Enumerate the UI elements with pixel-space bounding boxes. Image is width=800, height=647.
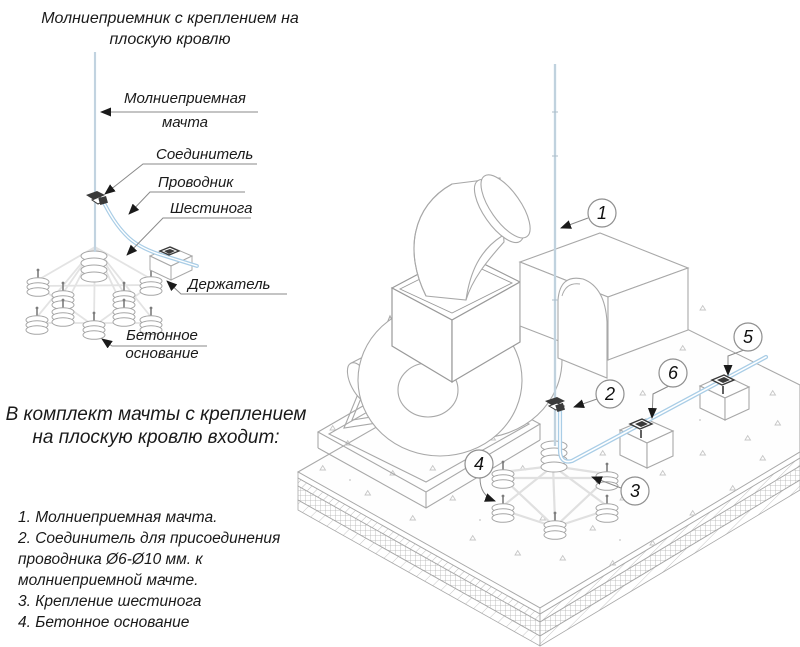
- drawing-title-line1: Молниеприемник с креплением на: [41, 10, 299, 27]
- label-mast: Молниеприемная: [124, 90, 246, 107]
- callout-6-number: 6: [667, 363, 679, 383]
- label-mast-line2: мачта: [161, 114, 209, 131]
- drawing-title: [30, 8, 310, 50]
- callout-3: [621, 477, 649, 505]
- callout-1: [588, 199, 616, 227]
- callout-6: [659, 359, 687, 387]
- kit-heading-line1: В комплект мачты с креплением: [5, 404, 307, 425]
- label-concrete-base: [112, 327, 212, 363]
- mast-connector-left: [86, 191, 108, 205]
- hexapod-support-left: [26, 247, 162, 339]
- label-hexapod: Шестинога: [170, 200, 253, 217]
- callout-5-number: 5: [742, 327, 754, 347]
- callout-3-number: 3: [629, 481, 641, 501]
- callout-4: [465, 450, 493, 478]
- callout-4-number: 4: [473, 454, 485, 474]
- callout-1-number: 1: [596, 203, 608, 223]
- label-holder: Держатель: [188, 276, 271, 293]
- kit-heading-line2: на плоскую кровлю входит:: [32, 427, 280, 448]
- kit-item-3: 3. Крепление шестинога: [18, 593, 202, 610]
- label-concrete-base-line1: Бетонное: [126, 327, 198, 344]
- callout-2-number: 2: [604, 384, 616, 404]
- kit-item-1: 1. Молниеприемная мачта.: [18, 509, 218, 526]
- kit-heading: [0, 403, 312, 449]
- kit-item-4: 4. Бетонное основание: [18, 614, 190, 631]
- label-concrete-base-line2: основание: [125, 345, 199, 362]
- drawing-title-line2: плоскую кровлю: [109, 31, 231, 48]
- kit-list: [18, 507, 320, 633]
- kit-item-2: 2. Соединитель для присоединения проводника Ø6-Ø10 мм. к молниеприемной мачте.: [18, 530, 281, 589]
- label-connector: Соединитель: [156, 146, 254, 163]
- callout-5: [734, 323, 762, 351]
- label-conductor: Проводник: [158, 174, 234, 191]
- callout-2: [596, 380, 624, 408]
